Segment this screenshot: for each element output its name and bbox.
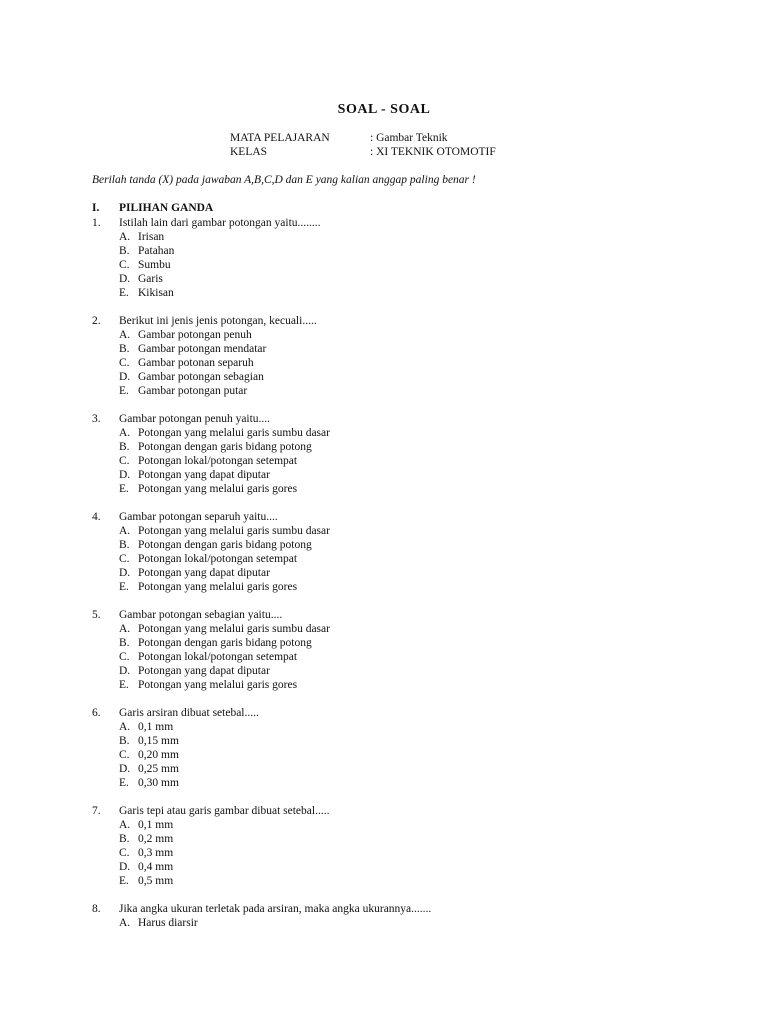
option-letter: D.	[119, 665, 131, 677]
option-text: Potongan yang melalui garis gores	[138, 679, 298, 691]
document-meta	[230, 131, 550, 159]
option-letter: B.	[119, 245, 130, 257]
question-line	[92, 706, 692, 720]
answer-option	[92, 552, 692, 566]
answer-option	[92, 328, 692, 342]
option-text: Gambar potongan putar	[138, 385, 248, 397]
option-text: Potongan dengan garis bidang potong	[138, 441, 312, 453]
question-number: 7.	[92, 805, 101, 817]
option-letter: A.	[119, 721, 131, 733]
option-text: Potongan lokal/potongan setempat	[138, 455, 298, 467]
answer-option	[92, 384, 692, 398]
question-text: Gambar potongan penuh yaitu....	[119, 413, 271, 425]
question-number: 6.	[92, 707, 101, 719]
section-number: I.	[92, 202, 100, 214]
answer-option	[92, 776, 692, 790]
question-text: Gambar potongan separuh yaitu....	[119, 511, 278, 523]
answer-option	[92, 916, 692, 930]
answer-option	[92, 440, 692, 454]
meta-class-value: : XI TEKNIK OTOMOTIF	[370, 146, 496, 158]
option-letter: E.	[119, 581, 129, 593]
answer-option	[92, 818, 692, 832]
option-text: Potongan yang melalui garis gores	[138, 483, 298, 495]
answer-option	[92, 734, 692, 748]
meta-class-label: KELAS	[230, 146, 268, 158]
answer-option	[92, 468, 692, 482]
option-text: Potongan yang dapat diputar	[138, 469, 270, 481]
answer-option	[92, 356, 692, 370]
option-text: Potongan dengan garis bidang potong	[138, 539, 312, 551]
option-text: Potongan lokal/potongan setempat	[138, 553, 298, 565]
answer-option	[92, 846, 692, 860]
question-item	[92, 216, 692, 300]
option-text: 0,1 mm	[138, 819, 174, 831]
option-letter: A.	[119, 819, 131, 831]
option-text: Sumbu	[138, 259, 171, 271]
option-letter: A.	[119, 623, 131, 635]
option-letter: D.	[119, 567, 131, 579]
option-letter: C.	[119, 651, 130, 663]
question-text: Gambar potongan sebagian yaitu....	[119, 609, 283, 621]
option-text: 0,30 mm	[138, 777, 179, 789]
question-line	[92, 412, 692, 426]
answer-option	[92, 874, 692, 888]
option-letter: D.	[119, 469, 131, 481]
question-number: 1.	[92, 217, 101, 229]
answer-option	[92, 678, 692, 692]
question-number: 5.	[92, 609, 101, 621]
question-line	[92, 216, 692, 230]
meta-subject-value: : Gambar Teknik	[370, 132, 448, 144]
answer-option	[92, 454, 692, 468]
option-text: Potongan yang melalui garis sumbu dasar	[138, 525, 330, 537]
option-letter: E.	[119, 385, 129, 397]
option-letter: C.	[119, 259, 130, 271]
question-list	[92, 216, 692, 944]
option-text: 0,3 mm	[138, 847, 174, 859]
option-text: 0,20 mm	[138, 749, 179, 761]
option-text: Harus diarsir	[138, 917, 198, 929]
option-letter: C.	[119, 455, 130, 467]
option-text: 0,25 mm	[138, 763, 179, 775]
answer-option	[92, 622, 692, 636]
answer-option	[92, 272, 692, 286]
answer-option	[92, 370, 692, 384]
option-text: Kikisan	[138, 287, 174, 299]
question-line	[92, 804, 692, 818]
question-number: 4.	[92, 511, 101, 523]
option-letter: B.	[119, 441, 130, 453]
option-letter: D.	[119, 371, 131, 383]
section-heading	[92, 202, 213, 214]
option-text: Potongan dengan garis bidang potong	[138, 637, 312, 649]
section-title: PILIHAN GANDA	[119, 202, 214, 214]
answer-option	[92, 762, 692, 776]
question-line	[92, 902, 692, 916]
option-text: Potongan lokal/potongan setempat	[138, 651, 298, 663]
option-text: Gambar potonan separuh	[138, 357, 254, 369]
answer-option	[92, 286, 692, 300]
option-letter: C.	[119, 749, 130, 761]
option-text: 0,15 mm	[138, 735, 179, 747]
option-text: Potongan yang melalui garis gores	[138, 581, 298, 593]
answer-option	[92, 636, 692, 650]
option-letter: E.	[119, 287, 129, 299]
question-line	[92, 608, 692, 622]
question-item	[92, 608, 692, 692]
option-letter: B.	[119, 735, 130, 747]
option-letter: B.	[119, 833, 130, 845]
option-text: Irisan	[138, 231, 165, 243]
option-text: Potongan yang melalui garis sumbu dasar	[138, 623, 330, 635]
answer-option	[92, 342, 692, 356]
option-text: Gambar potongan sebagian	[138, 371, 264, 383]
question-item	[92, 510, 692, 594]
question-text: Istilah lain dari gambar potongan yaitu........	[119, 217, 321, 229]
option-letter: C.	[119, 553, 130, 565]
question-text: Jika angka ukuran terletak pada arsiran, maka angka ukurannya.......	[119, 903, 432, 915]
answer-option	[92, 258, 692, 272]
answer-option	[92, 650, 692, 664]
question-item	[92, 706, 692, 790]
answer-option	[92, 482, 692, 496]
option-letter: D.	[119, 861, 131, 873]
answer-option	[92, 566, 692, 580]
option-text: 0,5 mm	[138, 875, 174, 887]
option-letter: E.	[119, 875, 129, 887]
option-text: Potongan yang dapat diputar	[138, 567, 270, 579]
document-title: SOAL - SOAL	[337, 102, 431, 117]
option-letter: E.	[119, 777, 129, 789]
option-letter: A.	[119, 917, 131, 929]
answer-option	[92, 230, 692, 244]
answer-option	[92, 244, 692, 258]
option-text: Patahan	[138, 245, 175, 257]
option-letter: A.	[119, 525, 131, 537]
answer-option	[92, 860, 692, 874]
option-letter: E.	[119, 679, 129, 691]
option-letter: D.	[119, 273, 131, 285]
option-text: Potongan yang dapat diputar	[138, 665, 270, 677]
question-text: Berikut ini jenis jenis potongan, kecuali.....	[119, 315, 317, 327]
option-text: 0,2 mm	[138, 833, 174, 845]
option-letter: A.	[119, 427, 131, 439]
question-item	[92, 412, 692, 496]
meta-subject-label: MATA PELAJARAN	[230, 132, 330, 144]
answer-option	[92, 524, 692, 538]
answer-option	[92, 832, 692, 846]
meta-class-row	[230, 145, 550, 159]
option-text: Gambar potongan penuh	[138, 329, 252, 341]
option-letter: A.	[119, 231, 131, 243]
question-line	[92, 314, 692, 328]
option-text: 0,4 mm	[138, 861, 174, 873]
option-letter: E.	[119, 483, 129, 495]
option-text: Potongan yang melalui garis sumbu dasar	[138, 427, 330, 439]
question-line	[92, 510, 692, 524]
question-number: 3.	[92, 413, 101, 425]
answer-option	[92, 580, 692, 594]
question-number: 2.	[92, 315, 101, 327]
option-text: Gambar potongan mendatar	[138, 343, 267, 355]
option-letter: B.	[119, 343, 130, 355]
option-text: Garis	[138, 273, 163, 285]
option-letter: A.	[119, 329, 131, 341]
option-letter: C.	[119, 357, 130, 369]
answer-option	[92, 664, 692, 678]
option-text: 0,1 mm	[138, 721, 174, 733]
instruction-text: Berilah tanda (X) pada jawaban A,B,C,D dan E yang kalian anggap paling benar !	[92, 174, 476, 186]
answer-option	[92, 748, 692, 762]
question-item	[92, 902, 692, 930]
answer-option	[92, 538, 692, 552]
option-letter: D.	[119, 763, 131, 775]
question-text: Garis arsiran dibuat setebal.....	[119, 707, 259, 719]
question-number: 8.	[92, 903, 101, 915]
question-text: Garis tepi atau garis gambar dibuat setebal.....	[119, 805, 330, 817]
answer-option	[92, 720, 692, 734]
answer-option	[92, 426, 692, 440]
option-letter: C.	[119, 847, 130, 859]
meta-subject-row	[230, 131, 550, 145]
question-item	[92, 314, 692, 398]
question-item	[92, 804, 692, 888]
option-letter: B.	[119, 539, 130, 551]
option-letter: B.	[119, 637, 130, 649]
